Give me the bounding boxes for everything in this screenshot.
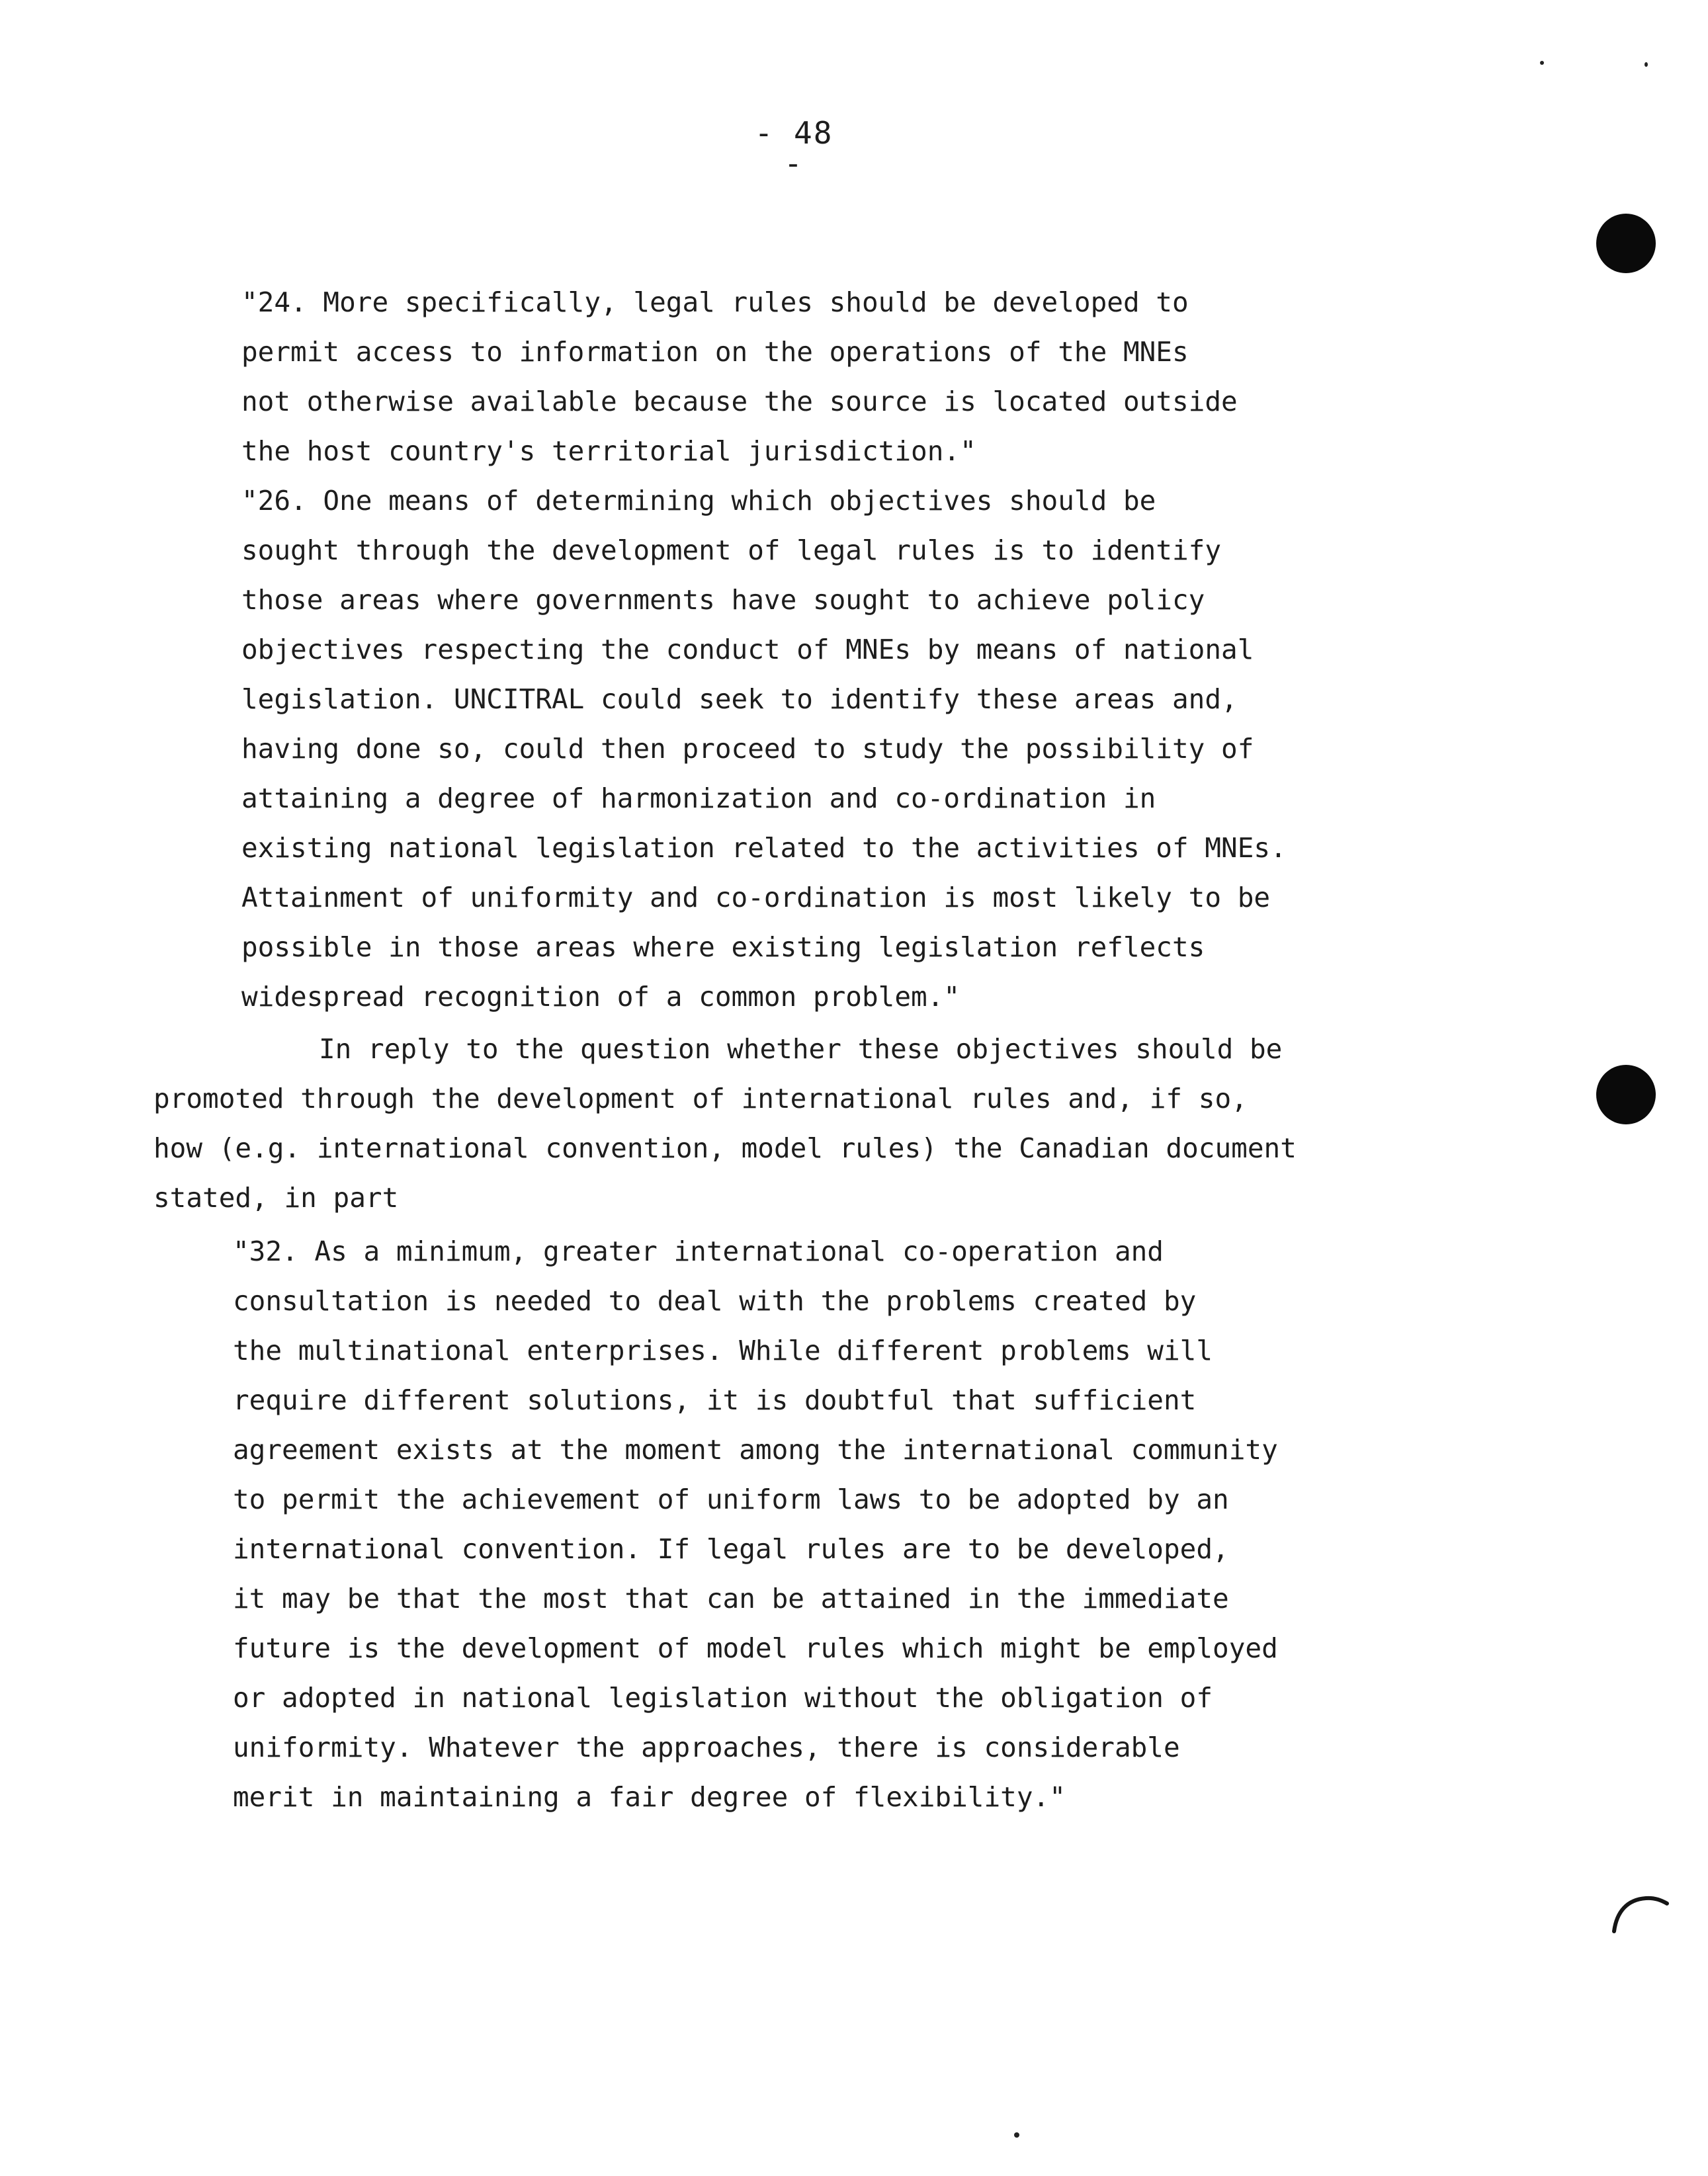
text-line: international convention. If legal rules are to be developed, [233,1533,1229,1565]
text-line: sought through the development of legal rules is to identify [241,534,1222,566]
text-line: "24. More specifically, legal rules should be developed to [241,286,1189,318]
text-line: possible in those areas where existing legislation reflects [241,931,1205,963]
text-line: the host country's territorial jurisdiction." [241,435,976,467]
text-line: "32. As a minimum, greater international co-operation and [233,1235,1164,1267]
text-line: or adopted in national legislation without the obligation of [233,1682,1213,1714]
text-line: permit access to information on the operations of the MNEs [241,336,1189,368]
text-line: promoted through the development of international rules and, if so, [153,1083,1248,1114]
text-line: require different solutions, it is doubtful that sufficient [233,1384,1197,1416]
punch-hole-top [1596,214,1656,273]
scan-speck [1644,62,1648,67]
text-line: stated, in part [153,1182,399,1214]
text-line: merit in maintaining a fair degree of flexibility." [233,1781,1066,1813]
text-line: not otherwise available because the source is located outside [241,386,1238,417]
page-number: - 48 - [754,115,833,181]
text-line: those areas where governments have sought to achieve policy [241,584,1205,616]
text-line: how (e.g. international convention, model rules) the Canadian document [153,1132,1297,1164]
text-line: agreement exists at the moment among the international community [233,1434,1278,1466]
text-line: attaining a degree of harmonization and co-ordination in [241,782,1156,814]
text-line: to permit the achievement of uniform laws to be adopted by an [233,1484,1229,1515]
text-line: objectives respecting the conduct of MNEs by means of national [241,634,1254,665]
text-line: having done so, could then proceed to study the possibility of [241,733,1254,765]
text-line: "26. One means of determining which objectives should be [241,485,1156,517]
text-line: future is the development of model rules which might be employed [233,1632,1278,1664]
text-line: consultation is needed to deal with the problems created by [233,1285,1197,1317]
text-line: legislation. UNCITRAL could seek to identify these areas and, [241,683,1238,715]
punch-hole-middle [1596,1065,1656,1124]
text-line: uniformity. Whatever the approaches, there is considerable [233,1732,1180,1763]
scan-speck [1014,2132,1019,2138]
corner-mark [1607,1885,1674,1938]
text-line: widespread recognition of a common problem." [241,981,961,1013]
text-line: In reply to the question whether these objectives should be [319,1033,1283,1065]
text-line: existing national legislation related to the activities of MNEs. [241,832,1287,864]
text-line: the multinational enterprises. While different problems will [233,1335,1213,1366]
scan-speck [1540,61,1544,65]
text-line: it may be that the most that can be attained in the immediate [233,1583,1229,1614]
text-line: Attainment of uniformity and co-ordination is most likely to be [241,882,1271,913]
